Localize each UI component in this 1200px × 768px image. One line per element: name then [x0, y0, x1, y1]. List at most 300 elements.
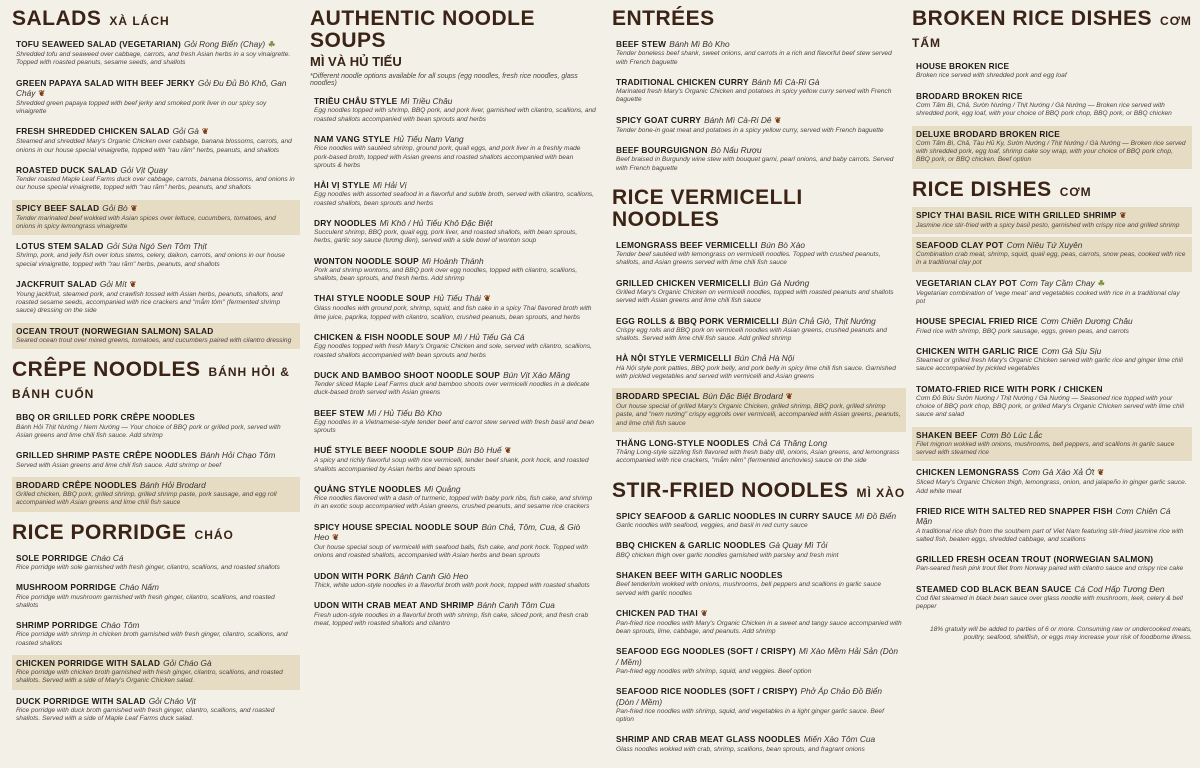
- menu-item-description: Our house special soup of vermicelli with seafood balls, fish cake, and pork hock. Topped with onions and roasted shallots, accompanied with Asian herbs and bean sprouts: [314, 544, 588, 560]
- menu-item-vietnamese-name: Gỏi Rong Biển (Chay): [183, 39, 266, 50]
- menu-item-name: SOLE PORRIDGE: [16, 552, 88, 563]
- menu-item-description: Fried rice with shrimp, BBQ pork sausage, eggs, green peas, and carrots: [916, 327, 1129, 335]
- menu-item-description: Tender roasted Maple Leaf Farms duck over cabbage, carrots, banana blossoms, and onions in our house special vinaigrette, topped with "rau răm" herbs, peanuts, and shallots: [16, 176, 295, 192]
- menu-item-description: Egg noodles topped with shrimp, BBQ pork, and pork liver, garnished with cilantro, scallions, and roasted shallots accompanied with bean sprouts and herbs: [314, 107, 596, 123]
- menu-item-vietnamese-name: Bún Chả, Tôm, Cua, & Giò Heo: [314, 521, 581, 543]
- menu-item: [612, 350, 906, 385]
- spicy-pepper-icon: ❦: [1097, 468, 1105, 478]
- menu-item-description: Steamed or grilled fresh Mary's Organic Chicken served with garlic rice and ginger lime chili sauce accompanied by pickled vegetables: [916, 357, 1183, 373]
- menu-item-name: CHICKEN PORRIDGE WITH SALAD: [16, 657, 161, 668]
- section-title: [912, 8, 1192, 52]
- menu-item-description: Broken rice served with shredded pork and egg loaf: [916, 72, 1067, 80]
- menu-item-header: [916, 316, 1188, 326]
- menu-item-name: LOTUS STEM SALAD: [16, 241, 104, 252]
- menu-item-description: Rice porridge with shrimp in chicken broth garnished with fresh ginger, cilantro, scallions, and roasted shallots: [16, 631, 288, 647]
- menu-item: [12, 276, 300, 320]
- menu-item-description: Beef tenderloin wokked with onions, mushrooms, bell peppers and scallions in garlic sauce served with garlic noodles: [616, 581, 881, 597]
- menu-item: [612, 731, 906, 758]
- menu-item: [912, 464, 1192, 499]
- menu-item: [612, 74, 906, 109]
- menu-item-description: A spicy and richly flavorful soup with rice vermicelli, tender beef shank, pork hock, and roasted shallots accompanied by Asian herbs and bean sprouts: [314, 457, 589, 473]
- menu-item-name: FRIED RICE WITH SALTED RED SNAPPER FISH: [916, 505, 1113, 516]
- menu-item: [912, 503, 1192, 548]
- section-title-text: BROKEN RICE DISHES: [912, 7, 1153, 30]
- menu-item-header: [916, 554, 1188, 564]
- menu-item-header: [616, 511, 902, 521]
- menu-item-name: SHRIMP AND CRAB MEAT GLASS NOODLES: [616, 734, 801, 745]
- menu-item-vietnamese-name: Mì Đồ Biển: [855, 510, 897, 521]
- menu-item: [612, 683, 906, 728]
- menu-item: [612, 508, 906, 535]
- menu-item-vietnamese-name: Mì / Hủ Tiếu Gà Cá: [453, 331, 525, 342]
- menu-item: [12, 617, 300, 652]
- menu-item: [310, 367, 600, 402]
- menu-item-description: Rice noodles with sautéed shrimp, ground pork, quail eggs, and pork liver in a freshly made pork-based broth, topped with Asian greens and roasted shallots accompanied with bean sprouts & herbs: [314, 145, 581, 169]
- menu-item-header: [314, 445, 596, 456]
- section-title-text: RICE DISHES: [912, 177, 1052, 201]
- menu-item: [12, 655, 300, 690]
- menu-item-header: [16, 450, 296, 460]
- menu-item-vietnamese-name: Cháo Cá: [90, 552, 124, 563]
- menu-item-name: BEEF STEW: [616, 39, 667, 50]
- menu-item-header: [314, 134, 596, 144]
- menu-item-name: HÀ NỘI STYLE VERMICELLI: [616, 353, 732, 364]
- menu-item-description: Thăng Long-style sizzling fish flavored with fresh baby dill, onions, Asian greens, and lemongrass accompanied with rice crackers, "mắm nêm" (fermented anchovies) sauce on the side: [616, 449, 900, 465]
- section-title-text: CRÊPE NOODLES: [12, 358, 201, 382]
- menu-item-header: [314, 370, 596, 380]
- menu-column-2: [310, 0, 600, 768]
- menu-item-name: DRY NOODLES: [314, 217, 377, 228]
- menu-item-description: Crispy egg rolls and BBQ pork on vermicelli noodles with Asian greens, crushed peanuts and shallots. Served with lime chili fish sauce. Add grilled shrimp: [616, 326, 887, 343]
- menu-item-name: BRODARD SPECIAL: [616, 391, 700, 402]
- menu-item-header: [616, 646, 902, 667]
- menu-item-vietnamese-name: Gỏi Sứa Ngó Sen Tôm Thịt: [106, 241, 207, 252]
- menu-item-description: Rice porridge with mushroom garnished with fresh ginger, cilantro, scallions, and roasted shallots: [16, 593, 275, 609]
- menu-item-name: SPICY BEEF SALAD: [16, 202, 100, 213]
- menu-item: [912, 343, 1192, 378]
- menu-item: [912, 381, 1192, 424]
- menu-item-header: [16, 126, 296, 137]
- menu-item-header: [314, 408, 596, 418]
- spicy-pepper-icon: ❦: [129, 279, 137, 289]
- menu-item-vietnamese-name: Cơm Tay Cầm Chay: [1019, 277, 1095, 288]
- menu-item-vietnamese-name: Cơm Chiên Cá Mặn: [916, 505, 1171, 527]
- menu-item-header: [314, 256, 596, 266]
- menu-item-description: Tender boneless beef shank, sweet onions, and carrots in a rich and flavorful beef stew served with French baguette: [616, 50, 892, 66]
- menu-item: [612, 237, 906, 272]
- menu-item-description: Egg noodles in a Vietnamese-style tender beef and carrot stew served with fresh basil and bean sprouts: [314, 418, 594, 435]
- menu-item: [310, 93, 600, 128]
- menu-item: [12, 409, 300, 444]
- menu-item-name: GRILLED SHRIMP PASTE CRÊPE NOODLES: [16, 450, 198, 461]
- menu-item-vietnamese-name: Mì Hoành Thánh: [421, 255, 484, 266]
- menu-item-name: JACKFRUIT SALAD: [16, 278, 97, 289]
- menu-item-header: [616, 240, 902, 250]
- menu-item-name: CHICKEN LEMONGRASS: [916, 467, 1020, 478]
- menu-item-header: [16, 658, 296, 668]
- menu-item-vietnamese-name: Gỏi Vịt Quay: [120, 164, 168, 175]
- menu-item-description: Seared ocean trout over mixed greens, tomatoes, and cucumbers paired with cilantro dressing: [16, 337, 292, 344]
- menu-item: [912, 237, 1192, 272]
- menu-item-vietnamese-name: Mì / Hủ Tiếu Bò Kho: [367, 407, 442, 418]
- menu-item-name: OCEAN TROUT (NORWEGIAN SALMON) SALAD: [16, 325, 214, 336]
- menu-item: [612, 435, 906, 470]
- section-title-text: RICE VERMICELLI NOODLES: [612, 185, 803, 231]
- menu-item-name: UDON WITH PORK: [314, 570, 392, 581]
- menu-item-name: STEAMED COD BLACK BEAN SAUCE: [916, 583, 1072, 594]
- menu-item-vietnamese-name: Gỏi Mít: [99, 278, 127, 289]
- menu-item-description: Tender marinated beef wokked with Asian spices over lettuce, cucumbers, tomatoes, and onions in spicy lemongrass vinaigrette: [16, 214, 276, 230]
- menu-item-vietnamese-name: Mì Xào Mềm Hải Sản (Dòn / Mềm): [616, 646, 899, 667]
- menu-item: [310, 290, 600, 325]
- menu-item: [12, 447, 300, 474]
- menu-item: [310, 568, 600, 595]
- menu-item: [912, 88, 1192, 123]
- menu-item-vietnamese-name: Phở Áp Chảo Đồ Biển (Dòn / Mềm): [616, 686, 883, 707]
- menu-item: [310, 597, 600, 632]
- section-title-text: RICE PORRIDGE: [12, 520, 187, 544]
- spicy-pepper-icon: ❦: [774, 115, 782, 125]
- menu-item-name: DUCK PORRIDGE WITH SALAD: [16, 695, 146, 706]
- menu-item-description: Tender sliced Maple Leaf Farms duck and bamboo shoots over vermicelli noodles in a delicate duck-based broth served with Asian greens: [314, 381, 590, 397]
- section-title-vietnamese: CHÁO: [194, 527, 234, 542]
- menu-item-name: SEAFOOD RICE NOODLES (SOFT / CRISPY): [616, 686, 798, 697]
- menu-item-vietnamese-name: Bánh Hỏi Brodard: [139, 479, 206, 490]
- menu-section: [612, 187, 906, 470]
- menu-section: [612, 8, 906, 177]
- menu-item-header: [616, 353, 902, 363]
- menu-item-description: Shredded green papaya topped with beef jerky and smoked pork liver in our spicy soy vinaigrette: [16, 99, 267, 116]
- menu-item-vietnamese-name: Miến Xào Tôm Cua: [803, 734, 876, 745]
- menu-item-vietnamese-name: Bún Vịt Xáo Măng: [503, 369, 570, 380]
- menu-item: [310, 519, 600, 565]
- menu-item-vietnamese-name: Cơm Gà Sịu Sịu: [1041, 345, 1102, 356]
- menu-item-name: EGG ROLLS & BBQ PORK VERMICELLI: [616, 315, 779, 326]
- menu-item-description: Served with Asian greens and lime chili fish sauce. Add shrimp or beef: [16, 461, 222, 469]
- menu-item-description: Our house special of grilled Mary's Organic Chicken, grilled shrimp, BBQ pork, grilled shrimp paste, and "nem nướng" crispy eggrolls over vermicelli, accompanied with Asian greens, peanuts, and lime chili fish sauce: [616, 403, 901, 427]
- menu-item-name: HOUSE SPECIAL FRIED RICE: [916, 316, 1038, 327]
- section-title-vietnamese: CƠM TẤM: [912, 14, 1192, 51]
- menu-item: [12, 323, 300, 350]
- menu-item: [310, 215, 600, 250]
- menu-item-name: GREEN PAPAYA SALAD WITH BEEF JERKY: [16, 77, 195, 88]
- menu-item-vietnamese-name: Gỏi Đu Đủ Bò Khô, Gan Cháy: [16, 77, 287, 98]
- menu-item-name: BRODARD CRÊPE NOODLES: [16, 479, 137, 490]
- menu-item-description: Combination crab meat, shrimp, squid, quail egg, peas, carrots, snow peas, cooked with rice in a traditional clay pot: [916, 251, 1186, 267]
- menu-item: [310, 481, 600, 516]
- menu-item-name: BBQ CHICKEN & GARLIC NOODLES: [616, 540, 766, 551]
- menu-item-description: Pan-fried rice noodles with shrimp, squid, and vegetables in a light ginger garlic sauce. Beef option: [616, 707, 884, 724]
- menu-item-name: SPICY HOUSE SPECIAL NOODLE SOUP: [314, 521, 479, 532]
- menu-footer-disclaimer: 18% gratuity will be added to parties of 6 or more. Consuming raw or undercooked meats, poultry, seafood, shellfish, or eggs may increase your risk of foodborne illness.: [929, 625, 1192, 642]
- menu-item-description: Young jackfruit, steamed pork, and crawfish tossed with Asian herbs, peanuts, shallots, and roasted sesame seeds, accompanied with rice crackers and "mắm tôm" (fermented shrimp sauce) dressing on the side: [16, 290, 283, 315]
- menu-item-name: BRODARD BROKEN RICE: [916, 90, 1023, 101]
- menu-section: [12, 8, 300, 349]
- menu-item-header: [916, 91, 1188, 101]
- menu-item-vietnamese-name: Bò Nấu Rượu: [710, 144, 762, 155]
- menu-item-description: Cơm Tấm Bì, Chả, Tàu Hũ Ky, Sườn Nướng / Thịt Nướng / Gà Nướng — Broken rice served with shredded pork, egg loaf, shrimp cake soy wrap, with your choice of BBQ pork chop, BBQ pork, or BBQ chicken. Beef option: [916, 139, 1186, 164]
- menu-item-header: [314, 96, 596, 106]
- menu-item-vietnamese-name: Mì Hải Vị: [372, 179, 407, 190]
- menu-item-description: Grilled chicken, BBQ pork, grilled shrimp, grilled shrimp paste, pork sausage, and egg roll accompanied with Asian greens and lime chili fish sauce: [16, 491, 277, 507]
- spicy-pepper-icon: ❦: [38, 88, 46, 98]
- menu-item-vietnamese-name: Mì Khô / Hủ Tiếu Khô Đặc Biệt: [379, 217, 493, 228]
- menu-item-header: [616, 734, 902, 744]
- menu-item-name: TOMATO-FRIED RICE WITH PORK / CHICKEN: [916, 383, 1103, 394]
- menu-item-header: [616, 608, 902, 619]
- menu-item-description: Vegetarian combination of 'vege meat' and vegetables cooked with rice in a traditional clay pot: [916, 289, 1180, 305]
- menu-item-description: A traditional rice dish from the southern part of Viet Nam featuring stir-fried jasmine rice with salted fish, beaten eggs, shredded cabbage, and scallions: [916, 527, 1184, 543]
- menu-item-vietnamese-name: Cá Cod Hấp Tương Đen: [1074, 583, 1165, 594]
- menu-item: [912, 313, 1192, 340]
- menu-item: [912, 427, 1192, 462]
- menu-item-vietnamese-name: Cháo Nấm: [119, 582, 159, 593]
- section-title: [310, 8, 600, 52]
- section-title: [12, 359, 300, 403]
- menu-item-name: WONTON NOODLE SOUP: [314, 255, 419, 266]
- menu-item: [12, 36, 300, 71]
- menu-item-name: SEAFOOD EGG NOODLES (SOFT / CRISPY): [616, 646, 796, 657]
- menu-item: [912, 275, 1192, 310]
- menu-item-name: HOUSE BROKEN RICE: [916, 61, 1010, 72]
- menu-item-vietnamese-name: Bún Bò Xào: [760, 239, 805, 250]
- menu-section: [12, 359, 300, 511]
- menu-item-vietnamese-name: Cháo Tôm: [100, 620, 140, 631]
- menu-column-4: [912, 0, 1192, 768]
- menu-item-description: Marinated fresh Mary's Organic Chicken and potatoes in spicy yellow curry served with French baguette: [616, 88, 892, 104]
- menu-item-header: [16, 279, 296, 290]
- menu-item-header: [616, 540, 902, 550]
- section-title-vietnamese: MÌ XÀO: [856, 485, 906, 500]
- menu-section: [612, 480, 906, 758]
- menu-item-header: [616, 39, 902, 49]
- section-title: [612, 8, 906, 30]
- menu-item: [612, 605, 906, 640]
- menu-item-name: HUẾ STYLE BEEF NOODLE SOUP: [314, 445, 454, 456]
- menu-item-name: NAM VANG STYLE: [314, 133, 391, 144]
- spicy-pepper-icon: ❦: [785, 392, 793, 402]
- menu-item-header: [616, 316, 902, 326]
- menu-item-vietnamese-name: Bún Đặc Biệt Brodard: [702, 391, 783, 402]
- menu-item-vietnamese-name: Bún Bò Huế: [456, 445, 502, 456]
- menu-item-vietnamese-name: Gỏi Bò: [102, 202, 128, 213]
- menu-item-name: CHICKEN PAD THAI: [616, 607, 698, 618]
- menu-item-vietnamese-name: Hủ Tiếu Thái: [433, 293, 481, 304]
- menu-item: [612, 537, 906, 564]
- menu-item-name: TRIỀU CHÂU STYLE: [314, 96, 398, 107]
- menu-item-vietnamese-name: Gà Quay Mì Tỏi: [768, 540, 828, 551]
- section-subtitle: MÌ VÀ HỦ TIẾU: [310, 54, 402, 70]
- menu-item-description: Sliced Mary's Organic Chicken thigh, lemongrass, onion, and jalapeño in ginger garlic sauce. Add white meat: [916, 479, 1187, 495]
- menu-item-header: [616, 391, 902, 402]
- menu-item-description: Pork and shrimp wontons, and BBQ pork over egg noodles, topped with cilantro, scallions, shallots, bean sprouts, and fresh herbs. Add shrimp: [314, 267, 578, 283]
- menu-item-header: [616, 115, 902, 126]
- menu-item-header: [916, 467, 1188, 478]
- menu-item-description: Bánh Hỏi Thịt Nướng / Nem Nướng — Your choice of BBQ pork or grilled pork, served with Asian greens and lime chili fish sauce. Add shrimp: [16, 423, 281, 439]
- menu-item-header: [916, 240, 1188, 250]
- menu-item-description: Filet mignon wokked with onions, mushrooms, bell peppers, and scallions in garlic sauce served with steamed rice: [916, 441, 1175, 457]
- section-title: [912, 179, 1192, 201]
- menu-item-header: [916, 430, 1188, 440]
- menu-item-description: Cơm Tấm Bì, Chả, Sườn Nướng / Thịt Nướng / Gà Nướng — Broken rice served with shredded pork, egg loaf, with your choice of BBQ pork chop, BBQ pork, or BBQ chicken: [916, 102, 1172, 118]
- menu-item: [912, 581, 1192, 616]
- menu-item-header: [616, 438, 902, 448]
- menu-item-header: [16, 620, 296, 630]
- menu-item-header: [616, 77, 902, 87]
- menu-item-description: Pan-fried egg noodles with shrimp, squid, and veggies. Beef option: [616, 667, 812, 675]
- menu-item-vietnamese-name: Mì Quảng: [424, 483, 461, 494]
- menu-item-name: GRILLED CHICKEN VERMICELLI: [616, 277, 751, 288]
- menu-item-header: [314, 522, 596, 543]
- menu-item-header: [16, 696, 296, 706]
- menu-item-vietnamese-name: Bánh Mì Bò Kho: [669, 39, 730, 50]
- menu-item-name: ROASTED DUCK SALAD: [16, 164, 118, 175]
- menu-item: [12, 693, 300, 728]
- menu-item-header: [16, 326, 296, 336]
- menu-item-vietnamese-name: Chả Cá Thăng Long: [752, 437, 828, 448]
- spicy-pepper-icon: ❦: [201, 127, 209, 137]
- menu-item-vietnamese-name: Bún Gà Nướng: [753, 277, 810, 288]
- menu-item: [612, 567, 906, 602]
- menu-item-vietnamese-name: Gỏi Cháo Vịt: [148, 695, 196, 706]
- spicy-pepper-icon: ❦: [130, 203, 138, 213]
- menu-item: [612, 388, 906, 432]
- menu-item-header: [314, 484, 596, 494]
- spicy-pepper-icon: ❦: [483, 294, 491, 304]
- menu-item: [12, 75, 300, 121]
- menu-item-name: DUCK AND BAMBOO SHOOT NOODLE SOUP: [314, 369, 501, 380]
- section-title-text: STIR-FRIED NOODLES: [612, 478, 849, 502]
- menu-item-header: [616, 570, 902, 580]
- menu-section: [310, 8, 600, 632]
- menu-item-name: LEMONGRASS BEEF VERMICELLI: [616, 239, 758, 250]
- menu-item-vietnamese-name: Mì Triều Châu: [400, 96, 453, 107]
- menu-item-name: SEAFOOD CLAY POT: [916, 239, 1004, 250]
- menu-item-name: UDON WITH CRAB MEAT AND SHRIMP: [314, 600, 474, 611]
- menu-item-name: MUSHROOM PORRIDGE: [16, 582, 117, 593]
- section-title: [12, 8, 300, 30]
- section-note: *Different noodle options available for all soups (egg noodles, fresh rice noodles, glass noodles): [310, 73, 578, 88]
- menu-item-vietnamese-name: Cơm Bò Lúc Lắc: [980, 429, 1043, 440]
- menu-item-header: [916, 129, 1188, 139]
- menu-item-vietnamese-name: Bánh Mì Cà-Ri Dê: [704, 114, 772, 125]
- menu-item-description: Cod filet steamed in black bean sauce over glass noodle with mushroom, leek, celery & bell pepper: [916, 595, 1183, 611]
- menu-item-header: [616, 278, 902, 288]
- menu-section: [912, 8, 1192, 169]
- menu-item-vietnamese-name: Gỏi Cháo Gà: [163, 657, 212, 668]
- menu-item-description: Glass noodles with ground pork, shrimp, squid, and fish cake in a spicy Thai flavored broth with lime juice, paprika, topped with cilantro, scallion, crushed peanuts, bean sprouts, and herbs: [314, 305, 592, 321]
- menu-item-description: Egg noodles with assorted seafood in a flavorful and subtle broth, served with cilantro, scallions, roasted shallots, bean sprouts and herbs: [314, 191, 595, 207]
- menu-item-header: [314, 600, 596, 610]
- menu-item-header: [616, 145, 902, 155]
- menu-item-header: [16, 165, 296, 175]
- menu-item-description: Shredded tofu and seaweed over cabbage, carrots, and fresh Asian herbs in a soy vinaigrette. Topped with roasted peanuts, sesame seeds, and shallots: [16, 51, 291, 67]
- section-title-vietnamese: BÁNH HỎI & BÁNH CUỐN: [12, 365, 290, 402]
- section-title: [12, 522, 300, 544]
- menu-item-name: SPICY SEAFOOD & GARLIC NOODLES IN CURRY SAUCE: [616, 510, 853, 521]
- menu-item-name: BEEF STEW: [314, 407, 365, 418]
- menu-item-header: [314, 180, 596, 190]
- menu-item: [310, 177, 600, 212]
- menu-item-vietnamese-name: Hủ Tiếu Nam Vang: [393, 133, 464, 144]
- spicy-pepper-icon: ❦: [332, 533, 340, 543]
- spicy-pepper-icon: ❦: [504, 446, 512, 456]
- menu-item-description: Thick, white udon-style noodles in a flavorful broth with pork hock, topped with roasted shallots: [314, 581, 590, 589]
- section-title-text: SALADS: [12, 7, 102, 30]
- menu-item-vietnamese-name: Bánh Hỏi Chạo Tôm: [200, 450, 276, 461]
- menu-item-description: Steamed and shredded Mary's Organic Chicken over cabbage, banana blossoms, carrots, and onions in our house special vinaigrette, topped with "rau răm" herbs, peanuts, and shallots: [16, 138, 292, 154]
- menu-item-description: Pan-seared fresh pink trout filet from Norway paired with cilantro sauce and crispy rice cake: [916, 565, 1184, 573]
- menu-item-description: Tender bone-in goat meat and potatoes in a spicy yellow curry, served with French baguette: [616, 126, 884, 134]
- menu-item-header: [916, 506, 1188, 527]
- menu-item-description: Rice porridge with chicken broth garnished with fresh ginger, cilantro, scallions, and roasted shallots. Served with a side of Mary's Organic Chicken salad.: [16, 669, 283, 685]
- menu-item: [310, 442, 600, 477]
- menu-item: [310, 131, 600, 174]
- menu-column-3: [612, 0, 906, 768]
- menu-item-vietnamese-name: Cơm Gà Xào Xả Ớt: [1022, 467, 1095, 478]
- menu-section: [12, 522, 300, 728]
- menu-item-vietnamese-name: Gỏi Gà: [172, 126, 199, 137]
- menu-item-description: Fresh udon-style noodles in a flavorful broth with shrimp, fish cake, sliced pork, and fresh crab meat, topped with roasted shallots and cilantro: [314, 611, 589, 627]
- menu-item-name: DELUXE BRODARD BROKEN RICE: [916, 128, 1060, 139]
- menu-item-description: Pan-fried rice noodles with Mary's Organic Chicken in a sweet and tangy sauce accompanied with bean sprouts, lime, cabbage, and peanuts. Add shrimp: [616, 619, 902, 635]
- menu-item: [12, 579, 300, 614]
- menu-item-description: BBQ chicken thigh over garlic noodles garnished with parsley and fresh mint: [616, 551, 839, 559]
- menu-item-header: [314, 332, 596, 342]
- menu-item-name: SHAKEN BEEF: [916, 429, 978, 440]
- menu-item-description: Jasmine rice stir-fried with a spicy basil pesto, garnished with crispy rice and grilled shrimp: [916, 221, 1180, 229]
- menu-item-header: [16, 39, 296, 50]
- section-title-text: AUTHENTIC NOODLE SOUPS: [310, 7, 535, 53]
- menu-item-name: THAI STYLE NOODLE SOUP: [314, 293, 431, 304]
- section-title: [612, 480, 906, 502]
- menu-item: [612, 112, 906, 139]
- menu-item-description: Tender beef sautéed with lemongrass on vermicelli noodles. Topped with crushed peanuts, shallots, and Asian greens served with lime chili fish sauce: [616, 251, 881, 267]
- menu-item-vietnamese-name: Bánh Canh Giò Heo: [394, 570, 469, 581]
- menu-item-header: [16, 241, 296, 251]
- menu-item-name: SPICY THAI BASIL RICE WITH GRILLED SHRIMP: [916, 209, 1117, 220]
- menu-item: [310, 405, 600, 440]
- menu-item-description: Rice porridge with duck broth garnished with fresh ginger, cilantro, scallions, and roasted shallots. Served with a side of Maple Leaf Farms duck salad.: [16, 707, 275, 723]
- menu-item: [612, 36, 906, 71]
- menu-item-header: [16, 582, 296, 592]
- menu-item-header: [16, 412, 296, 422]
- menu-item-description: Hà Nội style pork patties, BBQ pork belly, and pork belly in spicy lime chili fish sauce. Garnished with pickled vegetables and served with vermicelli and Asian greens: [616, 364, 896, 380]
- vegetarian-leaf-icon: ☘: [1097, 278, 1106, 288]
- section-title-text: ENTRÉES: [612, 7, 715, 30]
- menu-column-1: [12, 0, 300, 768]
- menu-item-name: BEEF BOURGUIGNON: [616, 144, 708, 155]
- menu-item-name: GRILLED FRESH OCEAN TROUT (NORWEGIAN SALMON): [916, 554, 1154, 565]
- menu-item: [912, 126, 1192, 169]
- menu-item: [12, 477, 300, 512]
- menu-item-header: [916, 210, 1188, 221]
- menu-item-header: [916, 61, 1188, 71]
- menu-item-name: HẢI VỊ STYLE: [314, 179, 370, 190]
- menu-item-description: Rice noodles flavored with a dash of turmeric, topped with baby pork ribs, fish cake, and shrimp in an exotic soup accompanied with Asian greens, crushed peanuts, and sesame rice crackers: [314, 495, 593, 511]
- menu-item-vietnamese-name: Bánh Canh Tôm Cua: [476, 600, 555, 611]
- menu-item: [12, 123, 300, 158]
- menu-item: [12, 550, 300, 577]
- spicy-pepper-icon: ❦: [700, 608, 708, 618]
- menu-item-name: FRESH SHREDDED CHICKEN SALAD: [16, 126, 170, 137]
- menu-item-description: Rice porridge with sole garnished with fresh ginger, cilantro, scallions, and roasted shallots: [16, 563, 280, 571]
- menu-item-name: QUẢNG STYLE NOODLES: [314, 483, 422, 494]
- menu-item-name: TOFU SEAWEED SALAD (VEGETARIAN): [16, 39, 181, 50]
- menu-item-header: [916, 384, 1188, 394]
- menu-item-header: [616, 686, 902, 707]
- menu-item: [912, 551, 1192, 578]
